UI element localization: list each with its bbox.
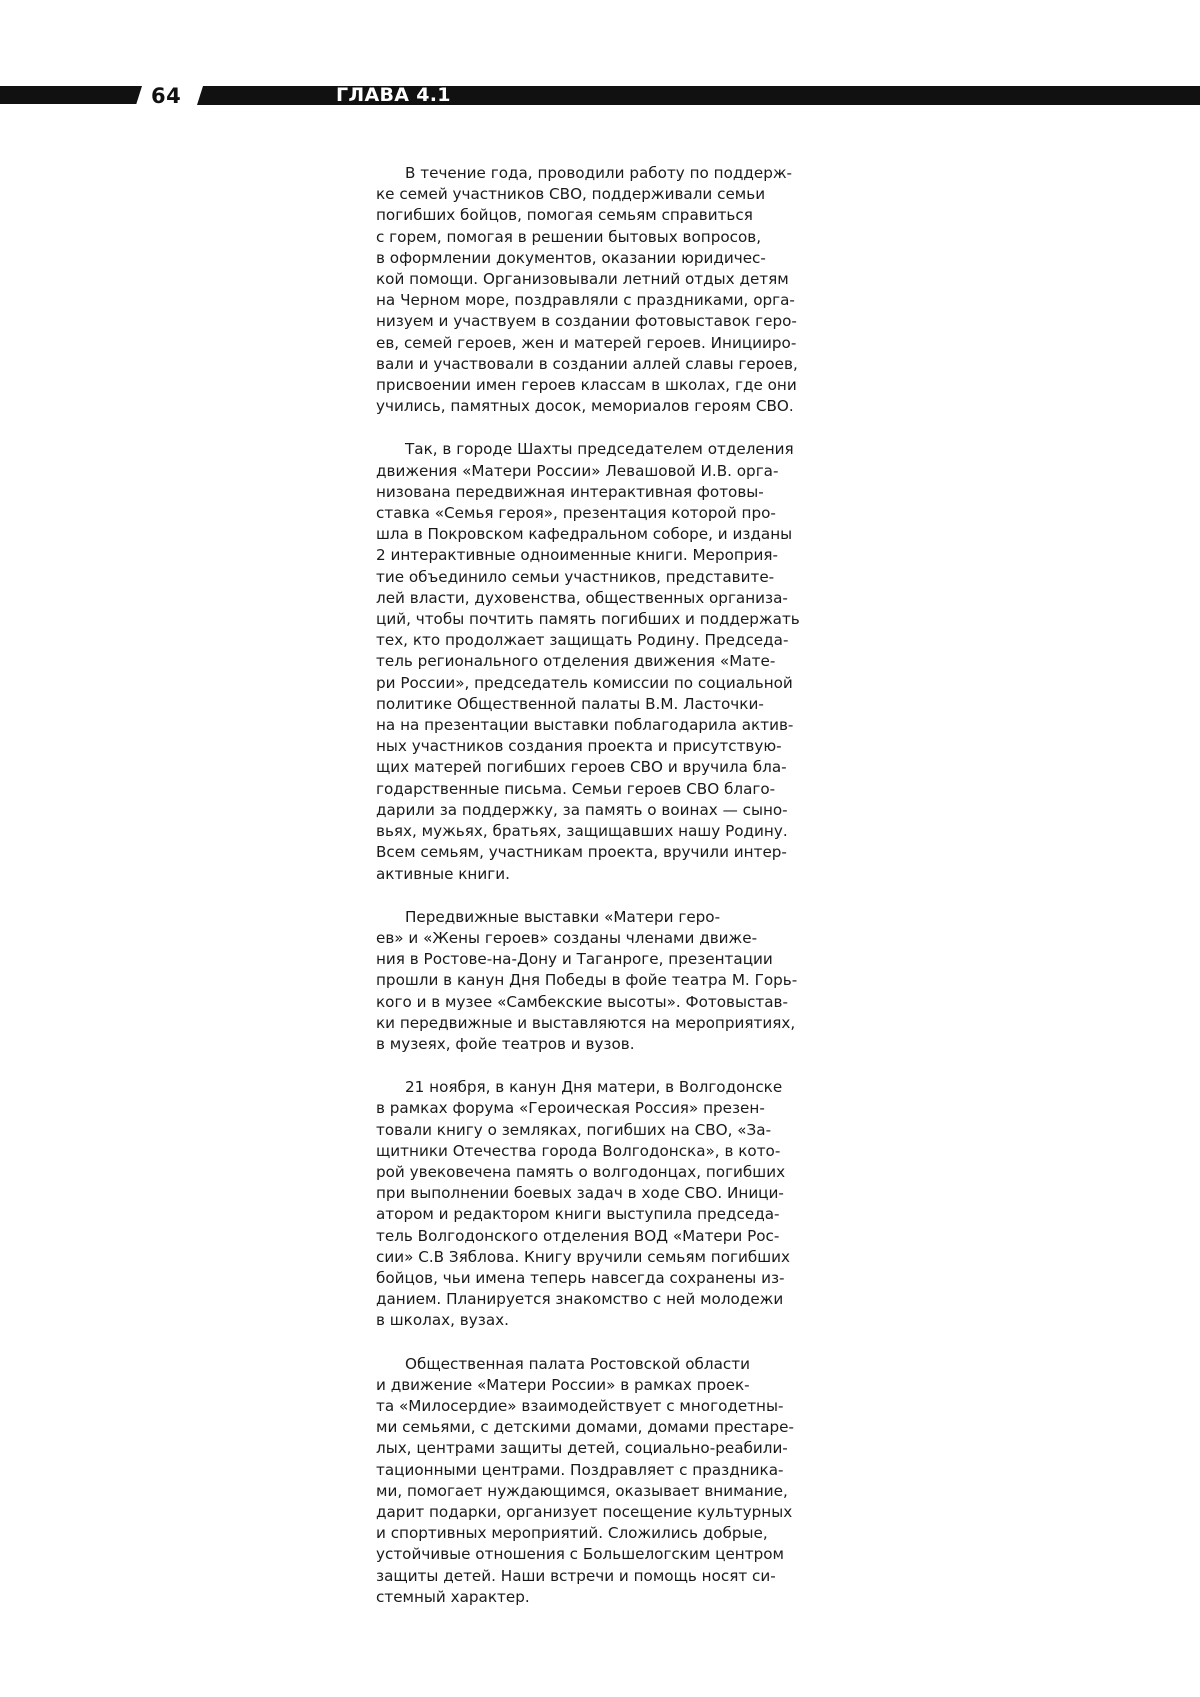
text-line: Всем семьям, участникам проекта, вручили интер- <box>376 843 787 862</box>
text-line: и движение «Матери России» в рамках проек- <box>376 1375 750 1394</box>
text-line: низуем и участвуем в создании фотовыставок геро- <box>376 312 797 331</box>
text-line: тель регионального отделения движения «Мате- <box>376 652 776 671</box>
text-line: Передвижные выставки «Матери геро- <box>405 907 721 926</box>
text-line: ми семьями, с детскими домами, домами престаре- <box>376 1418 794 1437</box>
text-line: ных участников создания проекта и присутствую- <box>376 737 782 756</box>
text-line: учились, памятных досок, мемориалов героям СВО. <box>376 397 794 416</box>
text-line: движения «Матери России» Левашовой И.В. орга- <box>376 461 779 480</box>
text-line: 2 интерактивные одноименные книги. Мероприя- <box>376 546 778 565</box>
text-line: погибших бойцов, помогая семьям справиться <box>376 206 753 225</box>
text-line: кого и в музее «Самбекские высоты». Фотовыстав- <box>376 992 788 1011</box>
text-line: ке семей участников СВО, поддерживали семьи <box>376 185 766 204</box>
paragraph <box>376 439 826 884</box>
text-line: в школах, вузах. <box>376 1311 509 1330</box>
text-column <box>376 163 826 1630</box>
text-line: 21 ноября, в канун Дня матери, в Волгодонске <box>405 1078 783 1097</box>
paragraph <box>376 163 826 417</box>
text-line: тель Волгодонского отделения ВОД «Матери Рос- <box>376 1226 780 1245</box>
text-line: в музеях, фойе театров и вузов. <box>376 1034 635 1053</box>
text-line: ки передвижные и выставляются на мероприятиях, <box>376 1013 796 1032</box>
text-line: устойчивые отношения с Большелогским центром <box>376 1545 784 1564</box>
text-line: рой увековечена память о волгодонцах, погибших <box>376 1162 786 1181</box>
text-line: ставка «Семья героя», презентация которой про- <box>376 504 776 523</box>
text-line: ев, семей героев, жен и матерей героев. Иницииро- <box>376 333 797 352</box>
text-line: стемный характер. <box>376 1587 530 1606</box>
text-line: годарственные письма. Семьи героев СВО благо- <box>376 779 776 798</box>
text-line: лых, центрами защиты детей, социально-реабили- <box>376 1439 788 1458</box>
text-line: ций, чтобы почтить память погибших и поддержать <box>376 610 800 629</box>
text-line: ми, помогает нуждающимся, оказывает внимание, <box>376 1481 788 1500</box>
header-bar-left <box>0 86 142 104</box>
text-line: сии» С.В Зяблова. Книгу вручили семьям погибших <box>376 1247 790 1266</box>
text-line: ния в Ростове-на-Дону и Таганроге, презентации <box>376 950 773 969</box>
paragraph <box>376 1077 826 1331</box>
text-line: на на презентации выставки поблагодарила актив- <box>376 716 794 735</box>
text-line: в рамках форума «Героическая Россия» презен- <box>376 1099 765 1118</box>
text-line: Общественная палата Ростовской области <box>405 1354 750 1373</box>
text-line: ри России», председатель комиссии по социальной <box>376 673 793 692</box>
paragraph <box>376 1354 826 1608</box>
text-line: щитники Отечества города Волгодонска», в кото- <box>376 1141 781 1160</box>
text-line: Так, в городе Шахты председателем отделения <box>405 440 794 459</box>
chapter-title: ГЛАВА 4.1 <box>336 84 451 106</box>
text-line: ев» и «Жены героев» созданы членами движе- <box>376 928 758 947</box>
text-line: политике Общественной палаты В.М. Ласточки- <box>376 694 764 713</box>
text-line: вьях, мужьях, братьях, защищавших нашу Родину. <box>376 822 788 841</box>
paragraph <box>376 907 826 1055</box>
text-line: товали книгу о земляках, погибших на СВО, «За- <box>376 1120 772 1139</box>
text-line: шла в Покровском кафедральном соборе, и изданы <box>376 525 793 544</box>
text-line: тех, кто продолжает защищать Родину. Председа- <box>376 631 789 650</box>
text-line: та «Милосердие» взаимодействует с многодетны- <box>376 1396 784 1415</box>
text-line: В течение года, проводили работу по поддерж- <box>405 164 793 182</box>
text-line: с горем, помогая в решении бытовых вопросов, <box>376 227 762 246</box>
text-line: дарит подарки, организует посещение культурных <box>376 1502 793 1521</box>
text-line: щих матерей погибших героев СВО и вручила бла- <box>376 758 787 777</box>
text-line: в оформлении документов, оказании юридичес- <box>376 248 766 267</box>
text-line: данием. Планируется знакомство с ней молодежи <box>376 1290 784 1309</box>
text-line: атором и редактором книги выступила председа- <box>376 1205 780 1224</box>
text-line: тие объединило семьи участников, представите- <box>376 567 775 586</box>
page-number: 64 <box>151 84 182 108</box>
text-line: при выполнении боевых задач в ходе СВО. Иници- <box>376 1184 784 1203</box>
text-line: вали и участвовали в создании аллей славы героев, <box>376 354 798 373</box>
text-line: дарили за поддержку, за память о воинах — сыно- <box>376 800 788 819</box>
chapter-header <box>0 83 1200 109</box>
text-line: и спортивных мероприятий. Сложились добрые, <box>376 1524 768 1543</box>
text-line: низована передвижная интерактивная фотовы- <box>376 482 764 501</box>
text-line: лей власти, духовенства, общественных организа- <box>376 588 788 607</box>
text-line: активные книги. <box>376 864 510 883</box>
text-line: присвоении имен героев классам в школах, где они <box>376 376 797 395</box>
text-line: защиты детей. Наши встречи и помощь носят си- <box>376 1566 776 1585</box>
text-line: кой помощи. Организовывали летний отдых детям <box>376 270 789 289</box>
text-line: бойцов, чьи имена теперь навсегда сохранены из- <box>376 1268 785 1287</box>
text-line: прошли в канун Дня Победы в фойе театра М. Горь- <box>376 971 798 990</box>
text-line: на Черном море, поздравляли с праздниками, орга- <box>376 291 795 310</box>
text-line: тационными центрами. Поздравляет с праздника- <box>376 1460 784 1479</box>
